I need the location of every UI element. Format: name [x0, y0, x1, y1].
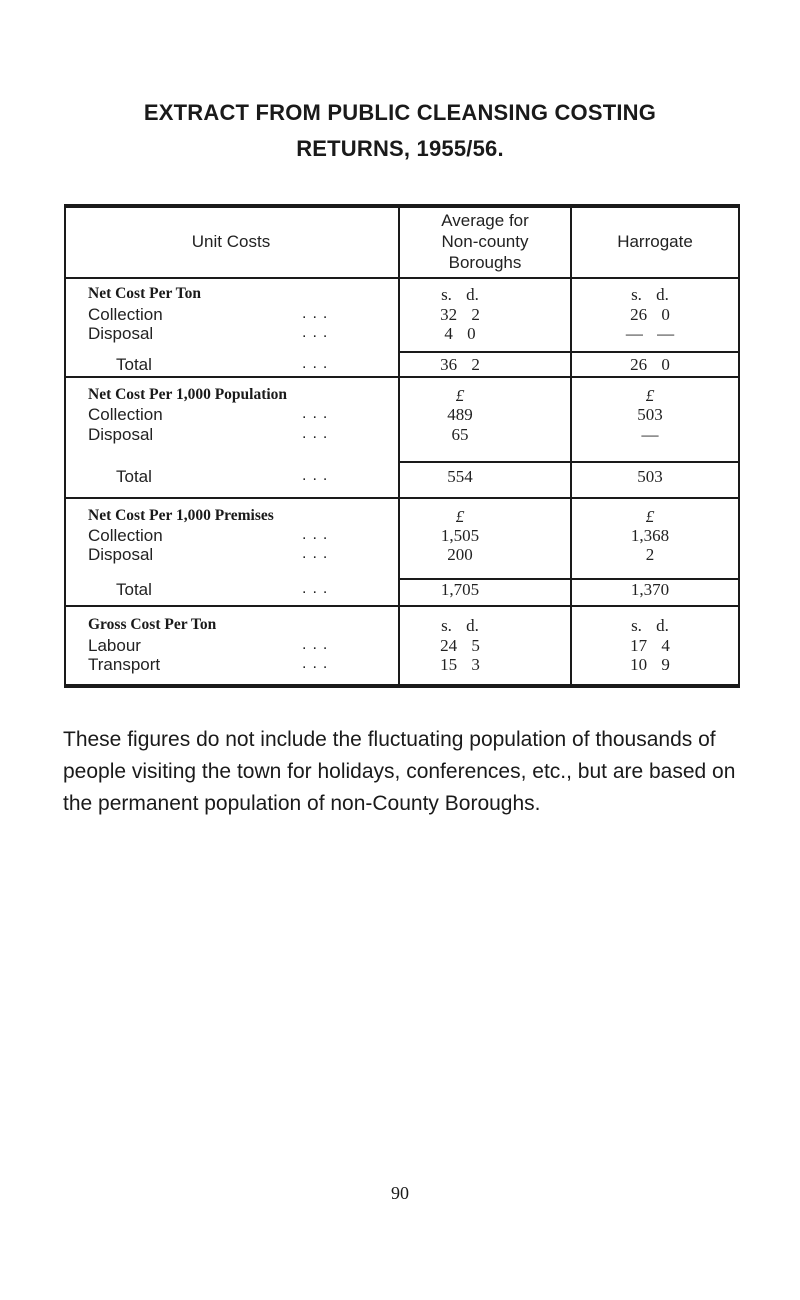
- section-divider-2: [64, 497, 740, 499]
- total-label: Total: [116, 355, 152, 374]
- table-cell: 1,368: [630, 526, 670, 545]
- total-cell: 1,370: [630, 580, 670, 599]
- section-title: Gross Cost Per Ton: [88, 616, 217, 633]
- unit-label: s. d.: [631, 616, 669, 635]
- table-cell: —: [641, 425, 659, 444]
- section-title: Net Cost Per 1,000 Population: [88, 386, 288, 403]
- row-label: Disposal: [88, 545, 154, 564]
- section-divider-1: [64, 376, 740, 378]
- table-cell: 65: [451, 425, 469, 444]
- section-title: Net Cost Per 1,000 Premises: [88, 507, 274, 524]
- footnote-paragraph: These figures do not include the fluctuating population of thousands of people visiting the town for holidays, conferences, etc., but are based on the permanent population of non-County Boroughs.: [63, 728, 736, 815]
- header-harrogate: Harrogate: [617, 232, 693, 251]
- total-label: Total: [116, 580, 152, 599]
- total-cell: 26 0: [630, 355, 670, 374]
- total-cell: 1,705: [440, 580, 480, 599]
- unit-label: s. d.: [441, 616, 479, 635]
- table-cell: 1,505: [440, 526, 480, 545]
- leader-dots: ...: [302, 305, 334, 322]
- row-label: Transport: [88, 655, 161, 674]
- header-divider: [64, 277, 740, 279]
- row-label: Collection: [88, 305, 163, 324]
- table-cell: 17 4: [630, 636, 670, 655]
- total-line-1: [398, 351, 740, 353]
- leader-dots: ...: [302, 526, 334, 543]
- table-cell: 15 3: [440, 655, 480, 674]
- total-cell: 503: [637, 467, 663, 486]
- row-label: Labour: [88, 636, 141, 655]
- unit-label: s. d.: [441, 285, 479, 304]
- leader-dots: ...: [302, 545, 334, 562]
- header-average-line2: Non-county: [441, 232, 529, 251]
- leader-dots: ...: [302, 324, 334, 341]
- leader-dots: ...: [302, 355, 334, 372]
- unit-label: £: [645, 386, 655, 405]
- leader-dots: ...: [302, 636, 334, 653]
- header-average-line3: Boroughs: [448, 253, 522, 272]
- total-label: Total: [116, 467, 152, 486]
- section-divider-3: [64, 605, 740, 607]
- header-unit-costs: Unit Costs: [191, 232, 271, 251]
- leader-dots: ...: [302, 425, 334, 442]
- row-label: Collection: [88, 526, 163, 545]
- total-cell: 36 2: [440, 355, 480, 374]
- document-title: EXTRACT FROM PUBLIC CLEANSING COSTING: [143, 100, 657, 125]
- leader-dots: ...: [302, 655, 334, 672]
- total-line-2: [398, 461, 740, 463]
- header-average-line1: Average for: [441, 211, 529, 230]
- table-cell: — —: [625, 324, 675, 343]
- leader-dots: ...: [302, 580, 334, 597]
- row-label: Disposal: [88, 324, 154, 343]
- unit-label: £: [455, 507, 465, 526]
- table-cell: 4 0: [444, 324, 476, 343]
- row-label: Collection: [88, 405, 163, 424]
- table-cell: 10 9: [630, 655, 670, 674]
- unit-label: s. d.: [631, 285, 669, 304]
- table-cell: 200: [447, 545, 473, 564]
- unit-label: £: [645, 507, 655, 526]
- table-cell: 489: [447, 405, 473, 424]
- section-title: Net Cost Per Ton: [88, 285, 201, 302]
- table-cell: 26 0: [630, 305, 670, 324]
- page-number: 90: [391, 1183, 409, 1203]
- leader-dots: ...: [302, 405, 334, 422]
- leader-dots: ...: [302, 467, 334, 484]
- total-cell: 554: [447, 467, 473, 486]
- document-subtitle: RETURNS, 1955/56.: [296, 136, 504, 161]
- unit-label: £: [455, 386, 465, 405]
- table-cell: 24 5: [440, 636, 480, 655]
- table-cell: 2: [645, 545, 655, 564]
- table-cell: 503: [637, 405, 663, 424]
- row-label: Disposal: [88, 425, 154, 444]
- table-cell: 32 2: [440, 305, 480, 324]
